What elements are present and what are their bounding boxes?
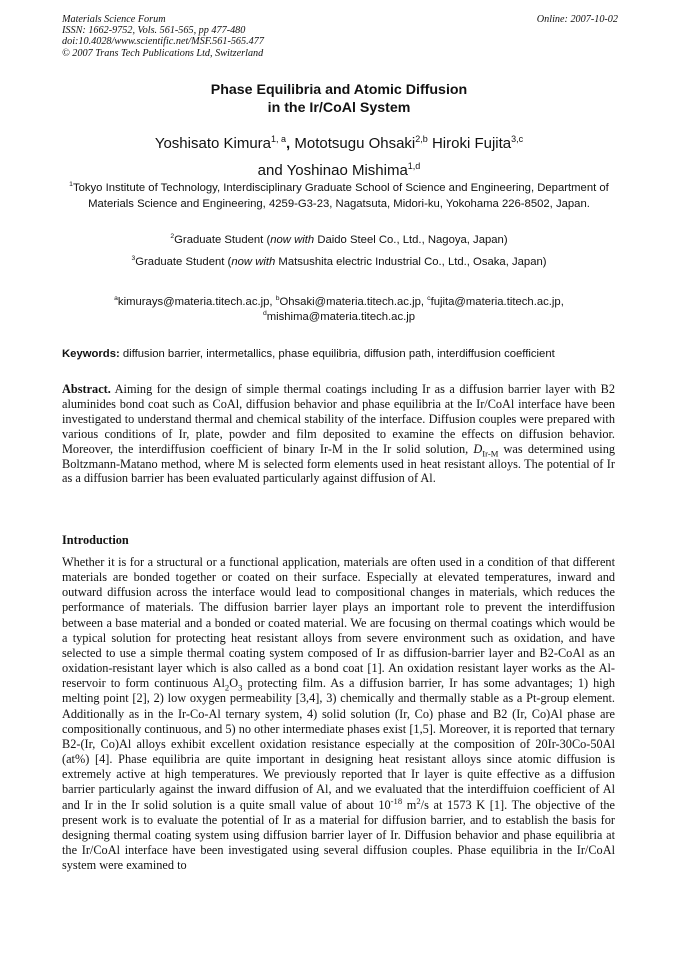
intro-sub-1: 2 (224, 682, 230, 693)
affiliation-1-text: Tokyo Institute of Technology, Interdisciplinary Graduate School of Science and Engineering, Department of Materials Science and Engineering, 4259-G3-23, Nagatsuta, Midori-ku, Yokohama 226-8502, Japan. (72, 182, 609, 210)
email-c[interactable]: fujita@materia.titech.ac.jp, (430, 296, 564, 308)
author-fujita-sup: 3,c (511, 134, 524, 144)
author-and: and (257, 162, 283, 179)
email-b-sup: b (275, 295, 280, 303)
journal-header (62, 14, 618, 59)
email-line-1 (60, 295, 618, 310)
intro-text-4: m (402, 797, 417, 812)
introduction-body (62, 555, 615, 873)
email-a-sup: a (114, 295, 118, 303)
abstract-text-2: was determined using Boltzmann-Matano method, where M is selected form elements used in heat resistant alloys. The potential of Ir as a diffusion barrier has been evaluated particularly against diffusion of Al. (62, 441, 615, 486)
affiliation-3-post: Matsushita electric Industrial Co., Ltd., Osaka, Japan) (275, 256, 547, 268)
paper-title (0, 81, 678, 117)
intro-sup-2: 2 (416, 795, 421, 806)
title-line-2: in the Ir/CoAl System (267, 100, 411, 116)
author-fujita: Hiroki Fujita (431, 135, 512, 152)
affiliation-3-italic: now with (231, 256, 276, 268)
abstract-text-1: Aiming for the design of simple thermal coatings including Ir as a diffusion barrier layer with B2 aluminides bond coat such as CoAl, diffusion behavior and phase equilibria at the Ir/CoAl interface have been investigated to understand thermal and chemical stability of the interface. Diffusion couples were prepared with various conditions of Ir, plate, powder and film deposited to examine the effects on diffusion behavior. Moreover, the interdiffusion coefficient of binary Ir-M in the Ir solid solution, (62, 382, 615, 456)
affiliation-2-italic: now with (270, 234, 315, 246)
intro-sup-1: -18 (390, 795, 403, 806)
intro-text-5: /s at 1573 K [1]. The objective of the present work is to evaluate the potential of Ir as a material for diffusion barrier, and to establish the basis for designing thermal coating system using diffusion barrier layer of Ir. Diffusion behavior and phase equilibria at the Ir/CoAl interface have been investigated using several diffusion couples. Phase equilibria in the Ir/CoAl system were examined to (62, 797, 616, 873)
journal-name: Materials Science Forum (62, 14, 166, 25)
abstract-symbol-sub: Ir-M (482, 448, 499, 459)
affiliation-1 (60, 181, 618, 213)
affiliation-2-post: Daido Steel Co., Ltd., Nagoya, Japan) (314, 234, 508, 246)
author-kimura: Yoshisato Kimura (154, 135, 272, 152)
author-list (0, 130, 678, 184)
email-d[interactable]: mishima@materia.titech.ac.jp (266, 311, 416, 324)
email-line-2 (60, 310, 618, 325)
abstract-symbol-d: D (473, 441, 483, 456)
introduction-heading: Introduction (62, 533, 129, 547)
affiliation-3-sup: 3 (131, 255, 136, 263)
affiliation-1-sup: 1 (69, 181, 73, 189)
intro-text-3: protecting film. As a diffusion barrier, Ir has some advantages; 1) high melting point [2], 2) low oxygen permeability [3,4], 3) chemically and thermally stable as a Pt-group element. Additionally as in the Ir-Co-Al ternary system, 4) solid solution (Ir, Co) phase and B2 (Ir, Co)Al phase are compositionally continuous, and 5) no other intermediate phases exist [1,5]. Moreover, it is reported that ternary B2-(Ir, Co)Al alloys exhibit excellent oxidation resistance especially at the composition of 20Ir-30Co-50Al (at%) [4]. Phase equilibria are quite important in designing heat resistant alloys since atomic diffusion is extremely active at high temperatures. We previously reported that Ir layer is quite effective as a diffusion barrier particularly against the inward diffusion of Al, and we evaluated that the interdiffuion coefficient of Al and Ir in the Ir solid solution is a quite small value of about 10 (62, 676, 615, 812)
authors-line-1 (0, 130, 678, 157)
intro-sub-2: 3 (238, 682, 243, 693)
affiliation-2 (60, 233, 618, 249)
online-date: Online: 2007-10-02 (536, 14, 618, 25)
author-mishima: Yoshinao Mishima (286, 162, 408, 179)
author-kimura-sup: 1, a (271, 134, 287, 144)
abstract-label: Abstract. (62, 382, 111, 396)
email-b[interactable]: Ohsaki@materia.titech.ac.jp, (279, 296, 425, 308)
issn-line: ISSN: 1662-9752, Vols. 561-565, pp 477-480 (62, 25, 246, 37)
affiliation-3 (60, 255, 618, 271)
keywords (62, 347, 622, 362)
authors-line-2 (0, 157, 678, 184)
email-list (60, 295, 618, 326)
title-line-1: Phase Equilibria and Atomic Diffusion (210, 82, 468, 98)
affiliation-2-pre: Graduate Student ( (174, 234, 271, 246)
intro-text-2: O (229, 676, 239, 691)
email-a[interactable]: kimurays@materia.titech.ac.jp, (117, 296, 273, 308)
keywords-text: diffusion barrier, intermetallics, phase equilibria, diffusion path, interdiffusion coefficient (119, 348, 555, 360)
affiliation-3-pre: Graduate Student ( (135, 256, 232, 268)
doi-line[interactable]: doi:10.4028/www.scientific.net/MSF.561-565.477 (62, 36, 264, 48)
keywords-label: Keywords: (62, 348, 120, 360)
author-ohsaki: Mototsugu Ohsaki (294, 135, 416, 152)
email-c-sup: c (427, 295, 431, 303)
affiliation-2-sup: 2 (170, 233, 175, 241)
copyright-line: © 2007 Trans Tech Publications Ltd, Switzerland (62, 47, 264, 59)
author-ohsaki-sup: 2,b (415, 134, 428, 144)
email-d-sup: d (262, 310, 267, 318)
abstract (62, 382, 615, 486)
author-mishima-sup: 1,d (407, 161, 421, 171)
author-separator: , (286, 135, 291, 152)
intro-text-1: Whether it is for a structural or a functional application, materials are often used in a condition of that different materials are bonded together or coated on their surface. Especially at elevated temperatures, inward and outward diffusion across the interface would lead to compositional changes in materials, which reduces the performance of materials. The diffusion barrier layer plays an important role to prevent the interdiffusion between a base material and a bonded or coated material. We are focusing on thermal coatings which would be a typical solution for protecting heat resistant alloys from severe environment such as oxidation, and have selected to use a simple thermal coating system composed of Ir as diffusion-barrier layer and B2-CoAl as an oxidation-resistant layer which is also called as a bond coat [1]. An oxidation resistant layer works as the Al-reservoir to form continuous Al (62, 555, 615, 691)
